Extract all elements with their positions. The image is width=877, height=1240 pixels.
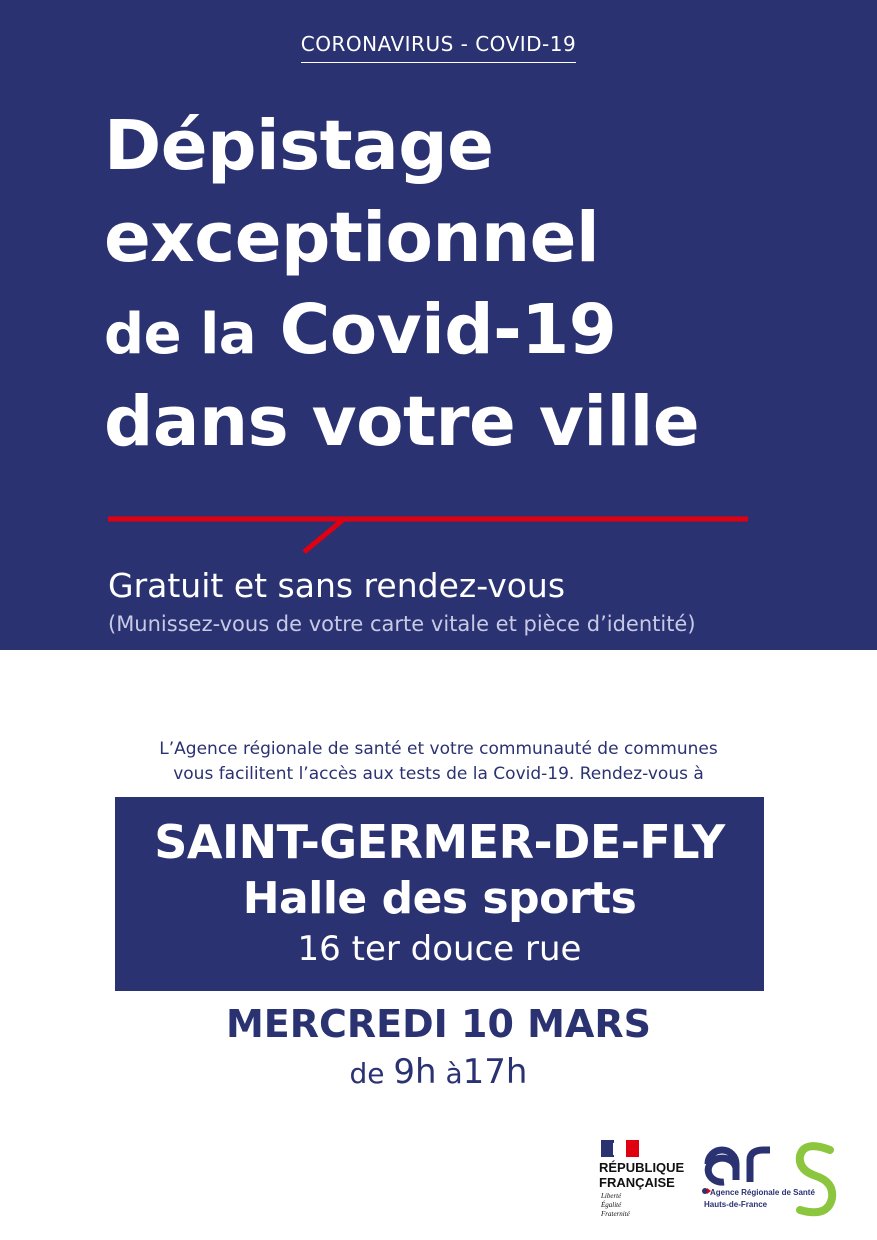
kicker-text: CORONAVIRUS - COVID-19 bbox=[301, 32, 576, 63]
location-box bbox=[115, 797, 764, 991]
ars-wordmark-icon bbox=[700, 1138, 850, 1223]
republique-line-1: RÉPUBLIQUE bbox=[599, 1160, 685, 1175]
time-from-word: de bbox=[349, 1057, 385, 1090]
time-start: 9h bbox=[393, 1052, 437, 1092]
republique-line-2: FRANÇAISE bbox=[599, 1175, 675, 1190]
time-end: 17h bbox=[462, 1052, 528, 1092]
ars-name: Agence Régionale de Santé bbox=[710, 1188, 815, 1197]
kicker bbox=[0, 32, 877, 56]
republique-francaise-logo bbox=[597, 1140, 697, 1222]
intro-text bbox=[0, 737, 877, 787]
headline-line-2: exceptionnel bbox=[104, 198, 600, 278]
motto-egalite: Égalité bbox=[601, 1201, 622, 1209]
headline bbox=[104, 106, 844, 480]
venue-name: Halle des sports bbox=[242, 873, 637, 924]
speech-bubble-underline bbox=[108, 512, 748, 556]
motto-liberte: Liberté bbox=[601, 1192, 622, 1200]
venue-address: 16 ter douce rue bbox=[297, 929, 582, 969]
headline-line-3-small: de la bbox=[104, 302, 257, 367]
motto-fraternite: Fraternité bbox=[601, 1210, 630, 1218]
headline-line-3 bbox=[104, 290, 844, 388]
headline-line-3-big: Covid-19 bbox=[279, 290, 617, 370]
event-date: MERCREDI 10 MARS bbox=[225, 1002, 651, 1046]
event-time bbox=[0, 1052, 877, 1092]
republique-motto bbox=[601, 1192, 630, 1219]
ars-region: Hauts-de-France bbox=[704, 1200, 768, 1209]
town-name: SAINT-GERMER-DE-FLY bbox=[154, 815, 725, 869]
time-to-word: à bbox=[445, 1057, 463, 1090]
headline-line-1: Dépistage bbox=[104, 106, 494, 186]
subtitle: Gratuit et sans rendez-vous bbox=[108, 566, 566, 605]
intro-line-1: L’Agence régionale de santé et votre communauté de communes bbox=[159, 739, 718, 759]
intro-line-2: vous facilitent l’accès aux tests de la Covid-19. Rendez-vous à bbox=[173, 764, 704, 784]
subtitle-note: (Munissez-vous de votre carte vitale et pièce d’identité) bbox=[108, 612, 696, 636]
marianne-flag-icon bbox=[601, 1140, 639, 1157]
ars-logo bbox=[700, 1138, 850, 1223]
headline-line-4: dans votre ville bbox=[104, 382, 700, 462]
